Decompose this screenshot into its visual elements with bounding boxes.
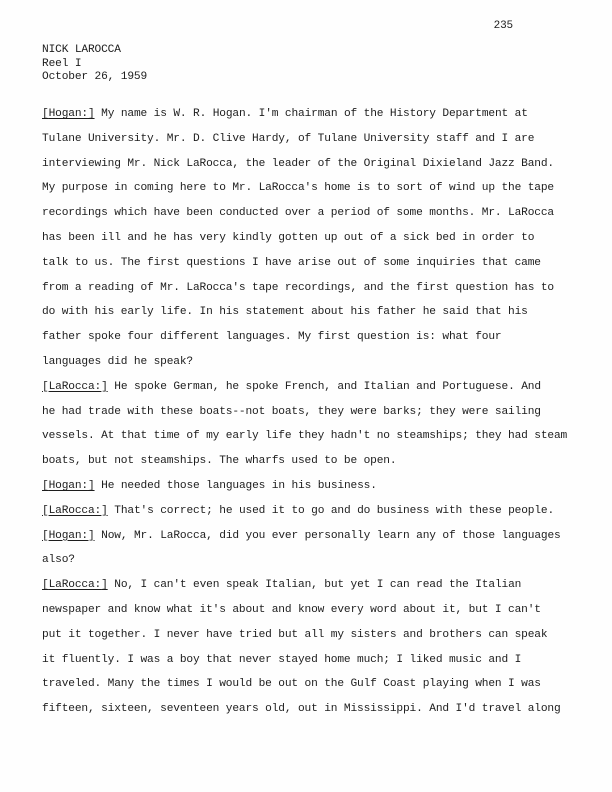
- transcript-line: My purpose in coming here to Mr. LaRocca's home is to sort of wind up the tape: [42, 182, 554, 195]
- line-text: My name is W. R. Hogan. I'm chairman of the History Department at: [101, 108, 528, 120]
- transcript-line: also?: [42, 554, 75, 567]
- line-text: He needed those languages in his business.: [101, 479, 377, 492]
- speaker-label: [ LaRocca: ]: [42, 381, 108, 393]
- transcript-turn: [42, 524, 582, 574]
- transcript-line: [42, 524, 582, 549]
- interviewee-name: NICK LAROCCA: [42, 44, 121, 56]
- speaker-label: [ Hogan: ]: [42, 530, 95, 542]
- transcript-line: [42, 474, 582, 499]
- transcript-line: [42, 499, 582, 524]
- transcript-line: traveled. Many the times I would be out on the Gulf Coast playing when I was: [42, 678, 541, 691]
- speaker-label: [ LaRocca: ]: [42, 579, 108, 591]
- transcript-line: languages did he speak?: [42, 355, 193, 368]
- transcript-header: [42, 44, 147, 85]
- transcript-line: boats, but not steamships. The wharfs used to be open.: [42, 455, 397, 468]
- transcript-line: talk to us. The first questions I have arise out of some inquiries that came: [42, 256, 541, 269]
- transcript-turn: [42, 474, 582, 499]
- transcript-line: fifteen, sixteen, seventeen years old, out in Mississippi. And I'd travel along: [42, 703, 561, 716]
- line-text: He spoke German, he spoke French, and Italian and Portuguese. And: [114, 380, 541, 393]
- interview-date: October 26, 1959: [42, 71, 148, 83]
- page-number: 235: [493, 20, 513, 32]
- transcript-line: newspaper and know what it's about and know every word about it, but I can't: [42, 603, 541, 616]
- line-text: No, I can't even speak Italian, but yet I can read the Italian: [114, 579, 522, 592]
- transcript-line: do with his early life. In his statement about his father he said that his: [42, 306, 528, 319]
- transcript-turn: [42, 499, 582, 524]
- transcript-turn: [42, 375, 582, 474]
- line-text: Now, Mr. LaRocca, did you ever personally learn any of those languages: [101, 529, 561, 542]
- transcript-line: interviewing Mr. Nick LaRocca, the leader of the Original Dixieland Jazz Band.: [42, 157, 554, 170]
- transcript-line: recordings which have been conducted over a period of some months. Mr. LaRocca: [42, 207, 554, 220]
- transcript-line: put it together. I never have tried but all my sisters and brothers can speak: [42, 628, 548, 641]
- transcript-line: he had trade with these boats--not boats, they were barks; they were sailing: [42, 405, 541, 418]
- transcript-line: [42, 375, 582, 400]
- speaker-label: [ Hogan: ]: [42, 108, 95, 120]
- transcript-line: [42, 102, 582, 127]
- transcript-line: vessels. At that time of my early life they hadn't no steamships; they had steam: [42, 430, 568, 443]
- transcript-line: has been ill and he has very kindly gotten up out of a sick bed in order to: [42, 231, 535, 244]
- transcript-turn: [42, 573, 582, 722]
- transcript-line: [42, 573, 582, 598]
- transcript-line: it fluently. I was a boy that never stayed home much; I liked music and I: [42, 653, 522, 666]
- reel-label: Reel I: [42, 57, 82, 70]
- transcript-line: Tulane University. Mr. D. Clive Hardy, of Tulane University staff and I are: [42, 132, 535, 145]
- transcript-line: father spoke four different languages. My first question is: what four: [42, 331, 502, 344]
- transcript-body: [42, 102, 582, 722]
- transcript-turn: [42, 102, 582, 375]
- transcript-line: from a reading of Mr. LaRocca's tape recordings, and the first question has to: [42, 281, 554, 294]
- speaker-label: [ Hogan: ]: [42, 480, 95, 492]
- line-text: That's correct; he used it to go and do business with these people.: [114, 504, 555, 517]
- speaker-label: [ LaRocca: ]: [42, 505, 108, 517]
